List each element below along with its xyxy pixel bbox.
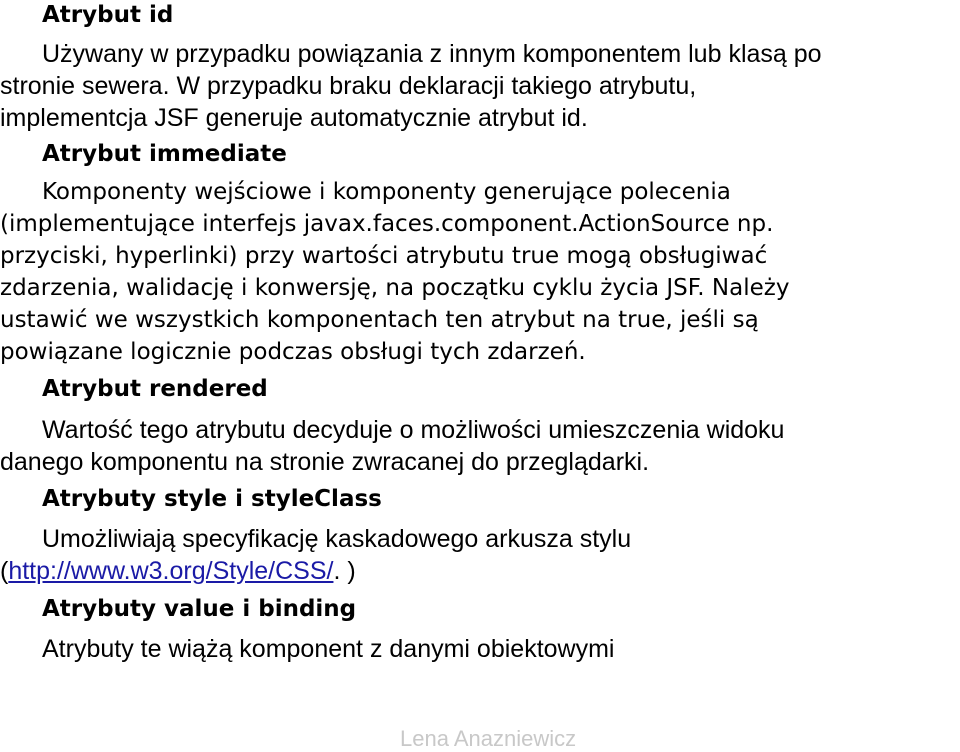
link-prefix: (	[0, 557, 9, 585]
text-line: stronie sewera. W przypadku braku deklaracji takiego atrybutu,	[0, 72, 697, 100]
text-line: Używany w przypadku powiązania z innym komponentem lub klasą po	[42, 40, 822, 68]
text-line: Umożliwiają specyfikację kaskadowego arkusza stylu	[42, 525, 632, 553]
paragraph-atrybuty-style	[0, 523, 960, 587]
text-line: implementcja JSF generuje automatycznie atrybut id.	[0, 104, 588, 132]
paragraph-atrybut-id	[0, 38, 960, 134]
paragraph-atrybut-rendered	[0, 414, 960, 478]
footer-author: Lena Anazniewicz	[400, 726, 577, 751]
text-line: danego komponentu na stronie zwracanej do przeglądarki.	[0, 448, 650, 476]
text-line: Komponenty wejściowe i komponenty generujące polecenia	[42, 179, 731, 205]
heading-atrybut-immediate: Atrybut immediate	[42, 141, 287, 167]
paragraph-atrybut-immediate	[0, 176, 960, 368]
css-spec-link[interactable]: http://www.w3.org/Style/CSS/	[8, 557, 334, 585]
paragraph-atrybuty-value	[0, 633, 960, 665]
text-line: Wartość tego atrybutu decyduje o możliwości umieszczenia widoku	[42, 416, 785, 444]
heading-atrybuty-value: Atrybuty value i binding	[42, 596, 357, 622]
text-line: ustawić we wszystkich komponentach ten atrybut na true, jeśli są	[0, 307, 759, 333]
heading-atrybuty-style: Atrybuty style i styleClass	[42, 486, 382, 512]
link-suffix: . )	[333, 557, 356, 585]
text-line: Atrybuty te wiążą komponent z danymi obiektowymi	[42, 635, 615, 663]
text-line: zdarzenia, walidację i konwersję, na początku cyklu życia JSF. Należy	[0, 275, 790, 301]
text-line: powiązane logicznie podczas obsługi tych zdarzeń.	[0, 339, 586, 365]
heading-atrybut-rendered: Atrybut rendered	[42, 376, 268, 402]
text-line: (implementujące interfejs javax.faces.component.ActionSource np.	[0, 211, 774, 237]
heading-atrybut-id: Atrybut id	[42, 2, 174, 28]
text-line-with-link	[0, 555, 960, 587]
text-line: przyciski, hyperlinki) przy wartości atrybutu true mogą obsługiwać	[0, 243, 768, 269]
